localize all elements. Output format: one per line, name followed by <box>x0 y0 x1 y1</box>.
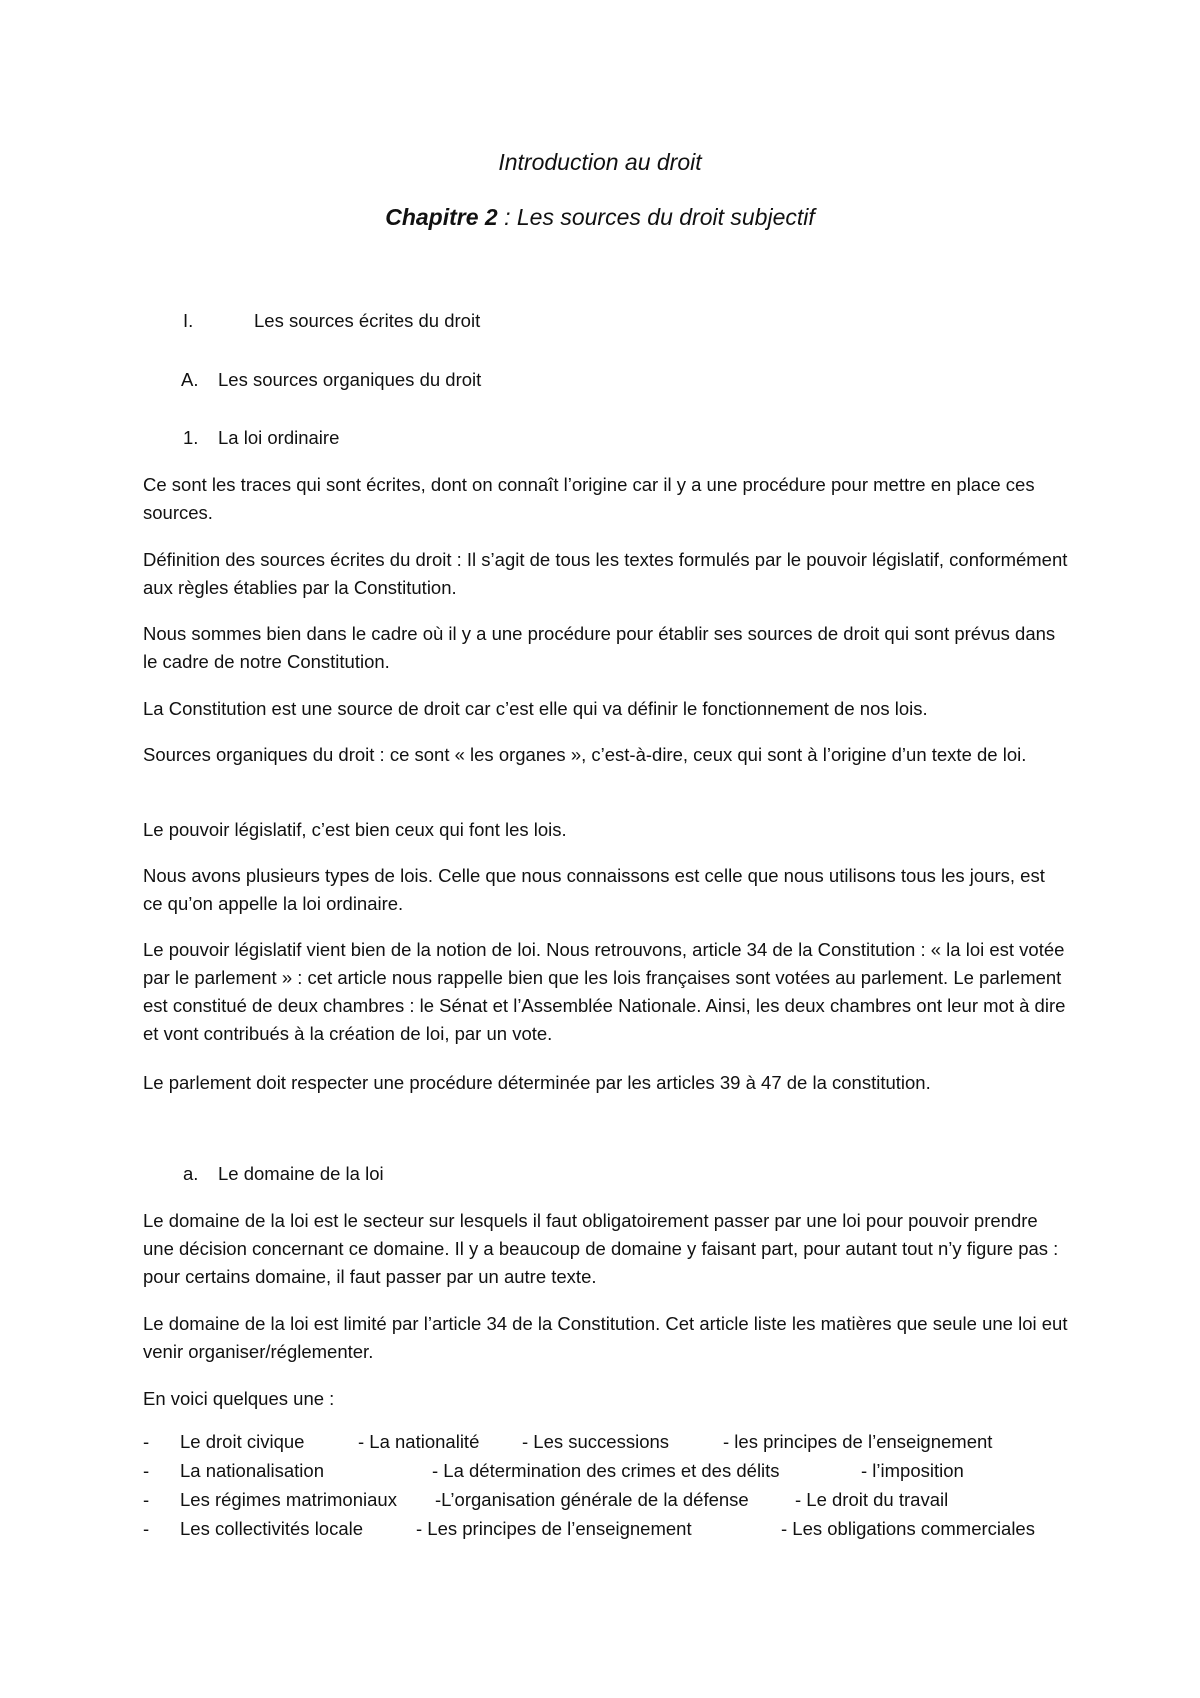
paragraph: La Constitution est une source de droit car c’est elle qui va définir le fonctionnement de nos lois. <box>143 698 928 719</box>
list-cell: - Les principes de l’enseignement <box>416 1518 692 1539</box>
bullet-dash: - <box>143 1489 150 1510</box>
chapter-name: Les sources du droit subjectif <box>516 204 815 230</box>
list-cell: Les collectivités locale <box>180 1518 364 1539</box>
bullet-dash: - <box>143 1518 150 1539</box>
heading-text: La loi ordinaire <box>218 427 340 448</box>
heading-number: A. <box>181 369 199 390</box>
document-title: Introduction au droit <box>498 149 702 175</box>
list-item <box>143 1515 1083 1544</box>
paragraph: Le pouvoir législatif vient bien de la notion de loi. Nous retrouvons, article 34 de la Constitution : « la loi est votée par le parlement » : cet article nous rappelle bien que les lois françaises sont votées au parlement. Le parlement est constitué de deux chambres : le Sénat et l’Assemblée Nationale. Ainsi, les deux chambres ont leur mot à dire et vont contribués à la création de loi, par un vote. <box>143 939 1066 1044</box>
bullet-list <box>143 1428 1083 1544</box>
paragraph: Définition des sources écrites du droit : Il s’agit de tous les textes formulés par le pouvoir législatif, conformément aux règles établies par la Constitution. <box>143 549 1068 598</box>
list-cell: Les régimes matrimoniaux <box>180 1489 397 1510</box>
heading-text: Les sources organiques du droit <box>218 369 482 390</box>
heading-number: 1. <box>183 427 199 448</box>
bullet-dash: - <box>143 1460 150 1481</box>
heading-text: Les sources écrites du droit <box>254 310 481 331</box>
chapter-label: Chapitre 2 <box>385 204 498 230</box>
paragraph: Le domaine de la loi est limité par l’article 34 de la Constitution. Cet article liste les matières que seule une loi eut venir organiser/réglementer. <box>143 1313 1068 1362</box>
paragraph: Nous avons plusieurs types de lois. Celle que nous connaissons est celle que nous utilisons tous les jours, est ce qu’on appelle la loi ordinaire. <box>143 865 1045 914</box>
paragraph: Le parlement doit respecter une procédure déterminée par les articles 39 à 47 de la constitution. <box>143 1072 931 1093</box>
bullet-dash: - <box>143 1431 150 1452</box>
paragraph: Sources organiques du droit : ce sont « les organes », c’est-à-dire, ceux qui sont à l’origine d’un texte de loi. <box>143 744 1027 765</box>
list-cell: -L’organisation générale de la défense <box>435 1489 749 1510</box>
paragraph: Nous sommes bien dans le cadre où il y a une procédure pour établir ses sources de droit qui sont prévus dans le cadre de notre Constitution. <box>143 623 1056 672</box>
chapter-separator: : <box>497 204 517 230</box>
list-cell: - Les successions <box>522 1431 670 1452</box>
list-item <box>143 1486 1083 1515</box>
list-cell: Le droit civique <box>180 1431 305 1452</box>
heading-number: a. <box>183 1163 199 1184</box>
list-cell: - Les obligations commerciales <box>781 1518 1035 1539</box>
paragraph: Ce sont les traces qui sont écrites, dont on connaît l’origine car il y a une procédure pour mettre en place ces sources. <box>143 474 1035 523</box>
heading-number: I. <box>183 310 194 331</box>
paragraph: En voici quelques une : <box>143 1388 335 1409</box>
list-cell: - La nationalité <box>358 1431 480 1452</box>
paragraph: Le pouvoir législatif, c’est bien ceux qui font les lois. <box>143 819 567 840</box>
heading-text: Le domaine de la loi <box>218 1163 384 1184</box>
list-item <box>143 1428 1083 1457</box>
paragraph: Le domaine de la loi est le secteur sur lesquels il faut obligatoirement passer par une loi pour pouvoir prendre une décision concernant ce domaine. Il y a beaucoup de domaine y faisant part, pour autant tout n’y figure pas : pour certains domaine, il faut passer par un autre texte. <box>143 1210 1059 1287</box>
list-cell: - l’imposition <box>861 1460 964 1481</box>
list-item <box>143 1457 1083 1486</box>
list-cell: - La détermination des crimes et des délits <box>432 1460 780 1481</box>
chapter-title <box>0 203 1200 231</box>
list-cell: La nationalisation <box>180 1460 324 1481</box>
list-cell: - les principes de l’enseignement <box>723 1431 993 1452</box>
list-cell: - Le droit du travail <box>795 1489 949 1510</box>
